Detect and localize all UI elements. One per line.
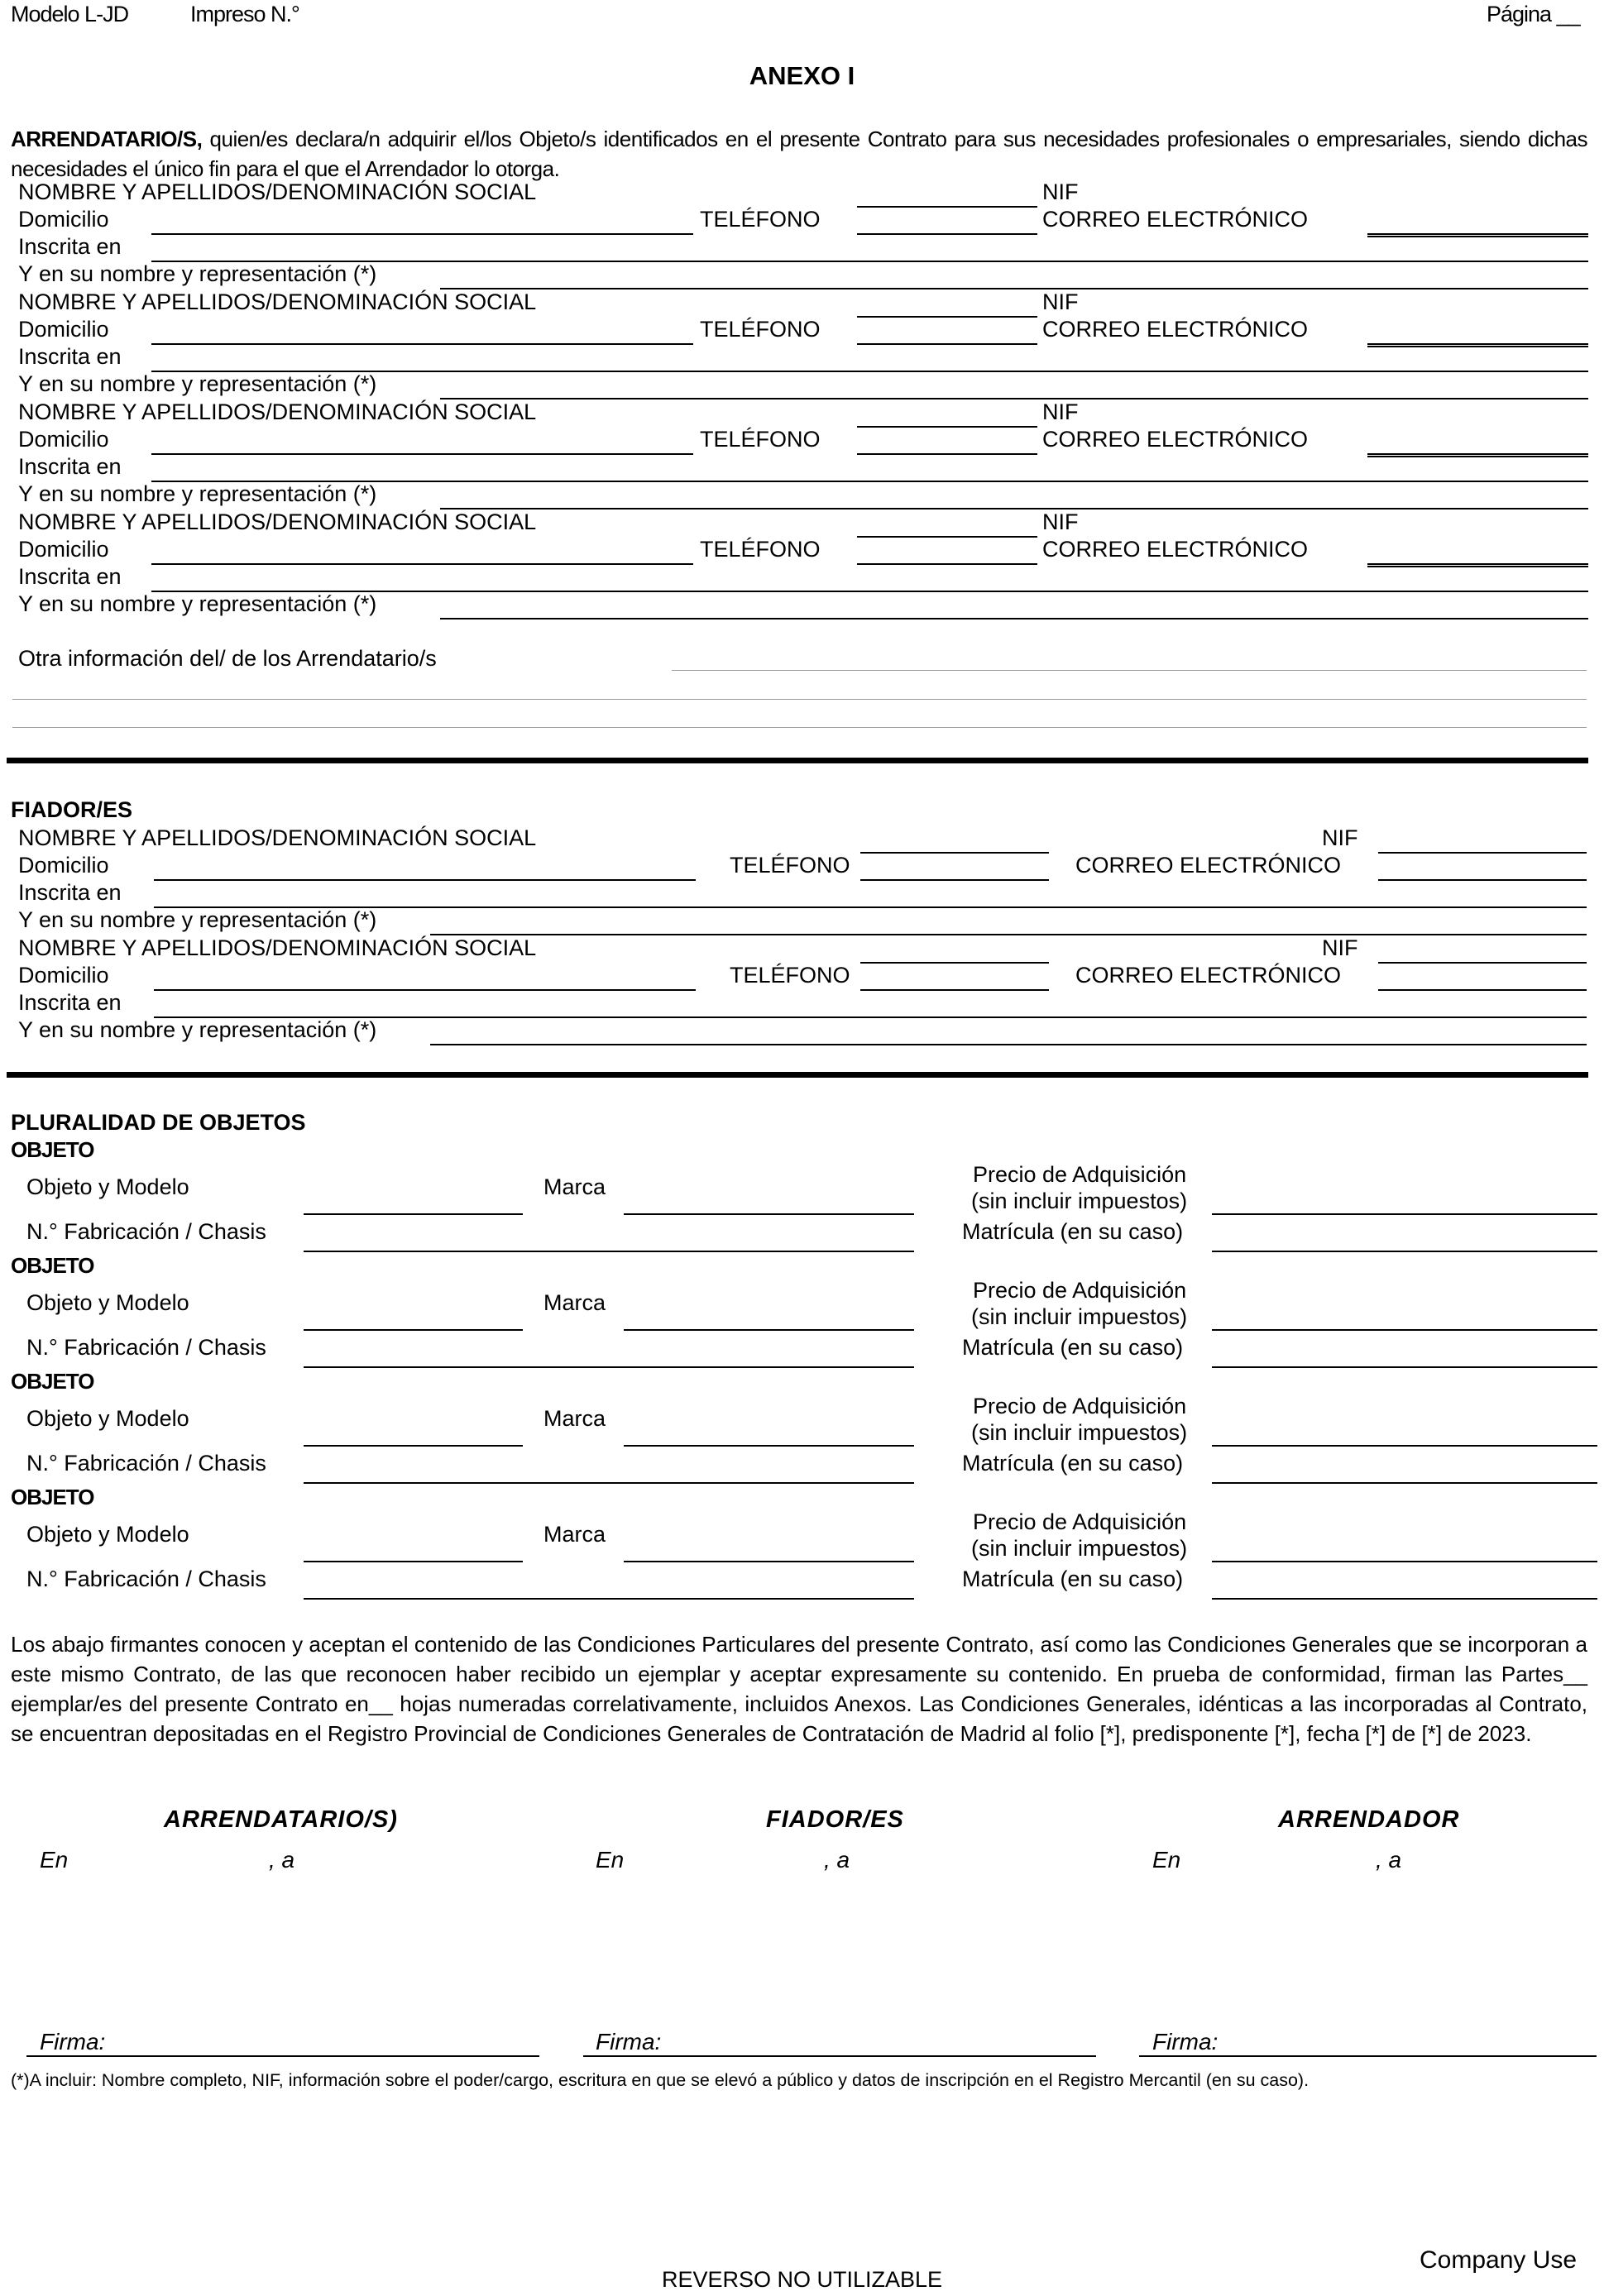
- arrendatarios-intro-bold: ARRENDATARIO/S,: [11, 127, 203, 151]
- objeto-2-marca-label: Marca: [543, 1290, 606, 1315]
- arrendatario-3-correo-input[interactable]: [1367, 456, 1588, 457]
- objeto-2-marca-input[interactable]: [624, 1329, 914, 1331]
- arrendatarios-intro: [11, 124, 1587, 184]
- sig-fiador-en: En: [596, 1847, 625, 1873]
- objeto-2-fabricacion-label: N.° Fabricación / Chasis: [26, 1335, 266, 1360]
- objeto-3-fabricacion-label: N.° Fabricación / Chasis: [26, 1451, 266, 1476]
- objeto-2-precio-label-2: (sin incluir impuestos): [971, 1304, 1188, 1329]
- arrendatario-2-nif-label: NIF: [1042, 289, 1079, 314]
- fiador-1-correo-input[interactable]: [1378, 879, 1587, 881]
- fiador-2-nif-input[interactable]: [1378, 962, 1587, 964]
- sig-arrendatario-en: En: [40, 1847, 69, 1873]
- arrendatario-4-correo-input[interactable]: [1367, 566, 1588, 567]
- arrendatario-4-representacion-label: Y en su nombre y representación (*): [18, 591, 377, 616]
- fiador-2-representacion-label: Y en su nombre y representación (*): [18, 1017, 377, 1042]
- fiador-1-representacion-input[interactable]: [430, 934, 1587, 935]
- objeto-1-precio-label-2: (sin incluir impuestos): [971, 1189, 1188, 1213]
- fiador-1-inscrita-label: Inscrita en: [18, 880, 122, 905]
- fiadores-heading: FIADOR/ES: [11, 797, 133, 822]
- arrendatario-2-inscrita-label: Inscrita en: [18, 344, 122, 369]
- sig-arrendador-firma-label: Firma:: [1152, 2029, 1219, 2054]
- arrendatario-3-domicilio-input[interactable]: [151, 453, 693, 455]
- section-divider-1: [7, 758, 1588, 763]
- fiador-2-domicilio-label: Domicilio: [18, 963, 109, 988]
- sig-arrendatario-a: , a: [269, 1847, 295, 1873]
- impreso-label: Impreso N.°: [190, 2, 299, 26]
- arrendatario-1-domicilio-label: Domicilio: [18, 207, 109, 232]
- arrendatario-1-correo-label: CORREO ELECTRÓNICO: [1042, 207, 1309, 232]
- arrendatario-4-telefono-input[interactable]: [857, 563, 1037, 565]
- arrendatario-3-telefono-label: TELÉFONO: [700, 427, 821, 452]
- sig-arrendatario-firma-label: Firma:: [40, 2029, 106, 2054]
- objeto-2-fabricacion-input[interactable]: [304, 1366, 914, 1368]
- fiador-2-correo-input[interactable]: [1378, 989, 1587, 991]
- sig-arrendador-heading: ARRENDADOR: [1278, 1806, 1460, 1833]
- arrendatario-2-representacion-label: Y en su nombre y representación (*): [18, 371, 377, 396]
- objeto-3-marca-label: Marca: [543, 1406, 606, 1431]
- sig-arrendatario-firma-line[interactable]: [26, 2055, 539, 2057]
- arrendatario-3-representacion-input[interactable]: [440, 508, 1588, 509]
- sig-fiador-firma-label: Firma:: [596, 2029, 662, 2054]
- objeto-3-precio-label-1: Precio de Adquisición: [973, 1394, 1187, 1418]
- fiador-1-telefono-input[interactable]: [860, 879, 1049, 881]
- fiador-1-name-label: NOMBRE Y APELLIDOS/DENOMINACIÓN SOCIAL: [18, 825, 537, 850]
- objeto-1-title: OBJETO: [11, 1137, 94, 1162]
- page-title: ANEXO I: [749, 61, 855, 90]
- company-use-label: Company Use: [1420, 2246, 1578, 2274]
- arrendatario-1-nif-label: NIF: [1042, 179, 1079, 204]
- objeto-2-precio-input[interactable]: [1212, 1329, 1597, 1331]
- arrendatario-1-nif-input[interactable]: [1367, 233, 1588, 235]
- arrendatario-1-name-input[interactable]: [857, 206, 1037, 208]
- objeto-1-fabricacion-input[interactable]: [304, 1251, 914, 1252]
- other-info-label: Otra información del/ de los Arrendatario/s: [18, 646, 437, 671]
- arrendatario-4-name-input[interactable]: [857, 536, 1037, 538]
- objeto-1-objeto-modelo-label: Objeto y Modelo: [26, 1174, 189, 1199]
- arrendatario-4-correo-label: CORREO ELECTRÓNICO: [1042, 537, 1309, 562]
- fiador-1-nif-label: NIF: [1322, 825, 1358, 850]
- arrendatario-4-domicilio-input[interactable]: [151, 563, 693, 565]
- objeto-3-precio-input[interactable]: [1212, 1445, 1597, 1447]
- arrendatario-1-domicilio-input[interactable]: [151, 233, 693, 235]
- arrendatario-4-domicilio-label: Domicilio: [18, 537, 109, 562]
- fiador-1-nif-input[interactable]: [1378, 852, 1587, 854]
- sig-arrendador-a: , a: [1376, 1847, 1402, 1873]
- sig-arrendador-en: En: [1152, 1847, 1181, 1873]
- fiador-2-telefono-label: TELÉFONO: [730, 963, 850, 988]
- sig-fiador-heading: FIADOR/ES: [766, 1806, 904, 1833]
- arrendatario-2-name-label: NOMBRE Y APELLIDOS/DENOMINACIÓN SOCIAL: [18, 289, 537, 314]
- arrendatario-2-domicilio-input[interactable]: [151, 343, 693, 345]
- objeto-3-fabricacion-input[interactable]: [304, 1482, 914, 1484]
- fiador-1-correo-label: CORREO ELECTRÓNICO: [1075, 853, 1342, 878]
- arrendatario-3-inscrita-label: Inscrita en: [18, 454, 122, 479]
- objeto-4-marca-label: Marca: [543, 1522, 606, 1547]
- objeto-4-objeto-modelo-input[interactable]: [304, 1561, 523, 1562]
- other-info-line-3[interactable]: [12, 727, 1587, 728]
- arrendatario-2-telefono-input[interactable]: [857, 343, 1037, 345]
- objeto-1-precio-label-1: Precio de Adquisición: [973, 1162, 1187, 1187]
- objeto-4-fabricacion-label: N.° Fabricación / Chasis: [26, 1567, 266, 1591]
- objeto-1-precio-input[interactable]: [1212, 1213, 1597, 1215]
- fiador-2-nif-label: NIF: [1322, 935, 1358, 960]
- fiador-2-representacion-input[interactable]: [430, 1044, 1587, 1045]
- arrendatario-1-telefono-input[interactable]: [857, 233, 1037, 235]
- objeto-3-precio-label-2: (sin incluir impuestos): [971, 1420, 1188, 1445]
- fiador-2-name-input[interactable]: [860, 962, 1049, 964]
- arrendatario-3-nif-label: NIF: [1042, 399, 1079, 424]
- fiador-2-telefono-input[interactable]: [860, 989, 1049, 991]
- arrendatario-1-representacion-input[interactable]: [440, 288, 1588, 289]
- arrendatario-3-nif-input[interactable]: [1367, 453, 1588, 455]
- closing-paragraph: Los abajo firmantes conocen y aceptan el contenido de las Condiciones Particulares del presente Contrato, así como las Condiciones Generales que se incorporan a este mismo Contrato, de las que reconocen haber recibido un ejemplar y aceptar expresamente su contenido. En prueba de conformidad, firman las Partes__ ejemplar/es del presente Contrato en__ hojas numeradas correlativamente, incluidos Anexos. Las Condiciones Generales, idénticas a las incorporadas al Contrato, se encuentran depositadas en el Registro Provincial de Condiciones Generales de Contratación de Madrid al folio [*], predisponente [*], fecha [*] de [*] de 2023.: [11, 1632, 1587, 1746]
- arrendatario-2-telefono-label: TELÉFONO: [700, 317, 821, 342]
- objeto-4-marca-input[interactable]: [624, 1561, 914, 1562]
- fiador-1-domicilio-input[interactable]: [154, 879, 696, 881]
- arrendatario-3-name-input[interactable]: [857, 426, 1037, 428]
- arrendatario-2-name-input[interactable]: [857, 316, 1037, 318]
- fiador-2-name-label: NOMBRE Y APELLIDOS/DENOMINACIÓN SOCIAL: [18, 935, 537, 960]
- objeto-4-matricula-label: Matrícula (en su caso): [962, 1567, 1184, 1591]
- other-info-line-2[interactable]: [12, 699, 1587, 700]
- model-label: Modelo L-JD: [11, 2, 129, 26]
- fiador-1-domicilio-label: Domicilio: [18, 853, 109, 878]
- fiador-1-representacion-label: Y en su nombre y representación (*): [18, 907, 377, 932]
- arrendatario-1-representacion-label: Y en su nombre y representación (*): [18, 261, 377, 286]
- objeto-4-matricula-input[interactable]: [1212, 1598, 1597, 1600]
- objeto-4-precio-label-2: (sin incluir impuestos): [971, 1536, 1188, 1561]
- arrendatario-4-representacion-input[interactable]: [440, 618, 1588, 619]
- footnote: (*)A incluir: Nombre completo, NIF, información sobre el poder/cargo, escritura en que se elevó a público y datos de inscripción en el Registro Mercantil (en su caso).: [11, 2070, 1310, 2090]
- objeto-3-marca-input[interactable]: [624, 1445, 914, 1447]
- arrendatario-2-nif-input[interactable]: [1367, 343, 1588, 345]
- arrendatario-3-correo-label: CORREO ELECTRÓNICO: [1042, 427, 1309, 452]
- objeto-3-objeto-modelo-label: Objeto y Modelo: [26, 1406, 189, 1431]
- arrendatario-4-nif-label: NIF: [1042, 509, 1079, 534]
- objeto-1-fabricacion-label: N.° Fabricación / Chasis: [26, 1219, 266, 1244]
- objeto-4-precio-label-1: Precio de Adquisición: [973, 1509, 1187, 1534]
- objeto-1-objeto-modelo-input[interactable]: [304, 1213, 523, 1215]
- sig-fiador-firma-line[interactable]: [583, 2055, 1096, 2057]
- arrendatarios-intro-text: quien/es declara/n adquirir el/los Objeto/s identificados en el presente Contrato para sus necesidades profesionales o empresariales, siendo dichas necesidades el único fin para el que el Arrendador lo otorga.: [11, 127, 1587, 181]
- arrendatario-3-representacion-label: Y en su nombre y representación (*): [18, 481, 377, 506]
- objeto-4-fabricacion-input[interactable]: [304, 1598, 914, 1600]
- arrendatario-1-correo-input[interactable]: [1367, 236, 1588, 237]
- objeto-4-precio-input[interactable]: [1212, 1561, 1597, 1562]
- objeto-1-matricula-label: Matrícula (en su caso): [962, 1219, 1184, 1244]
- objeto-2-objeto-modelo-label: Objeto y Modelo: [26, 1290, 189, 1315]
- objeto-3-matricula-label: Matrícula (en su caso): [962, 1451, 1184, 1476]
- objetos-heading: PLURALIDAD DE OBJETOS: [11, 1110, 306, 1135]
- arrendatario-1-inscrita-label: Inscrita en: [18, 234, 122, 259]
- arrendatario-2-representacion-input[interactable]: [440, 398, 1588, 399]
- fiador-1-telefono-label: TELÉFONO: [730, 853, 850, 878]
- objeto-4-title: OBJETO: [11, 1485, 94, 1509]
- arrendatario-1-telefono-label: TELÉFONO: [700, 207, 821, 232]
- objeto-3-objeto-modelo-input[interactable]: [304, 1445, 523, 1447]
- arrendatario-3-domicilio-label: Domicilio: [18, 427, 109, 452]
- sig-fiador-a: , a: [824, 1847, 850, 1873]
- arrendatario-4-telefono-label: TELÉFONO: [700, 537, 821, 562]
- objeto-2-matricula-input[interactable]: [1212, 1366, 1597, 1368]
- arrendatario-4-nif-input[interactable]: [1367, 563, 1588, 565]
- sig-arrendatario-heading: ARRENDATARIO/S): [164, 1806, 398, 1833]
- arrendatario-4-name-label: NOMBRE Y APELLIDOS/DENOMINACIÓN SOCIAL: [18, 509, 537, 534]
- arrendatario-1-name-label: NOMBRE Y APELLIDOS/DENOMINACIÓN SOCIAL: [18, 179, 537, 204]
- objeto-1-marca-input[interactable]: [624, 1213, 914, 1215]
- arrendatario-2-correo-label: CORREO ELECTRÓNICO: [1042, 317, 1309, 342]
- objeto-1-matricula-input[interactable]: [1212, 1251, 1597, 1252]
- objeto-1-marca-label: Marca: [543, 1174, 606, 1199]
- arrendatario-4-inscrita-label: Inscrita en: [18, 564, 122, 589]
- objeto-2-objeto-modelo-input[interactable]: [304, 1329, 523, 1331]
- sig-arrendador-firma-line[interactable]: [1139, 2055, 1597, 2057]
- section-divider-2: [7, 1072, 1588, 1078]
- objeto-3-matricula-input[interactable]: [1212, 1482, 1597, 1484]
- page-number: Página __: [1487, 2, 1580, 26]
- reverso-label: REVERSO NO UTILIZABLE: [661, 2267, 943, 2292]
- arrendatario-3-telefono-input[interactable]: [857, 453, 1037, 455]
- objeto-2-precio-label-1: Precio de Adquisición: [973, 1278, 1187, 1303]
- objeto-2-title: OBJETO: [11, 1253, 94, 1278]
- arrendatario-2-correo-input[interactable]: [1367, 346, 1588, 347]
- arrendatario-2-domicilio-label: Domicilio: [18, 317, 109, 342]
- other-info-line-1[interactable]: [672, 670, 1587, 671]
- objeto-4-objeto-modelo-label: Objeto y Modelo: [26, 1522, 189, 1547]
- objeto-2-matricula-label: Matrícula (en su caso): [962, 1335, 1184, 1360]
- fiador-2-correo-label: CORREO ELECTRÓNICO: [1075, 963, 1342, 988]
- objeto-3-title: OBJETO: [11, 1369, 94, 1394]
- fiador-2-inscrita-label: Inscrita en: [18, 990, 122, 1015]
- fiador-2-domicilio-input[interactable]: [154, 989, 696, 991]
- arrendatario-3-name-label: NOMBRE Y APELLIDOS/DENOMINACIÓN SOCIAL: [18, 399, 537, 424]
- fiador-1-name-input[interactable]: [860, 852, 1049, 854]
